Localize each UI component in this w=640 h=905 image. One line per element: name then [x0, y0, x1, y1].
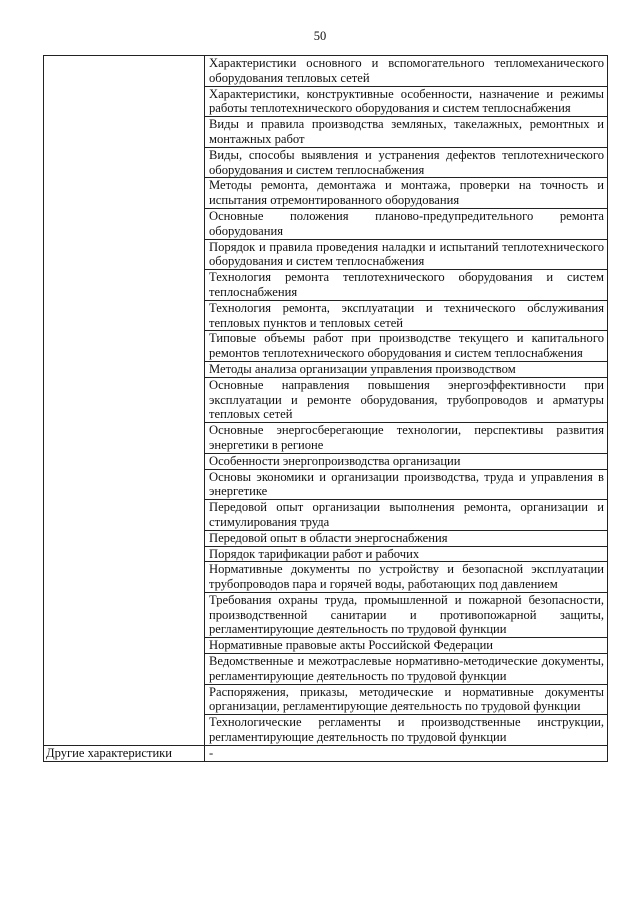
knowledge-item: Особенности энергопроизводства организации: [205, 453, 608, 469]
knowledge-item: Порядок тарификации работ и рабочих: [205, 546, 608, 562]
knowledge-item: Методы анализа организации управления производством: [205, 361, 608, 377]
other-characteristics-row: [44, 745, 608, 761]
knowledge-item: Характеристики основного и вспомогательного тепломеханического оборудования тепловых сетей: [205, 56, 608, 87]
knowledge-item: Нормативные документы по устройству и безопасной эксплуатации трубопроводов пара и горячей воды, работающих под давлением: [205, 562, 608, 593]
knowledge-item: Технология ремонта теплотехнического оборудования и систем теплоснабжения: [205, 270, 608, 301]
knowledge-item: Основные энергосберегающие технологии, перспективы развития энергетики в регионе: [205, 423, 608, 454]
page-number: 50: [313, 29, 327, 43]
knowledge-item: Ведомственные и межотраслевые нормативно-методические документы, регламентирующие деятельность по трудовой функции: [205, 654, 608, 685]
other-characteristics-label: Другие характеристики: [44, 745, 205, 761]
knowledge-item: Характеристики, конструктивные особенности, назначение и режимы работы теплотехнического оборудования и систем теплоснабжения: [205, 86, 608, 117]
knowledge-item: Методы ремонта, демонтажа и монтажа, проверки на точность и испытания отремонтированного оборудования: [205, 178, 608, 209]
knowledge-row: [44, 56, 608, 87]
knowledge-item: Основные положения планово-предупредительного ремонта оборудования: [205, 208, 608, 239]
knowledge-item: Виды и правила производства земляных, такелажных, ремонтных и монтажных работ: [205, 117, 608, 148]
knowledge-item: Виды, способы выявления и устранения дефектов теплотехнического оборудования и систем теплоснабжения: [205, 147, 608, 178]
knowledge-item: Требования охраны труда, промышленной и пожарной безопасности, производственной санитарии и противопожарной защиты, регламентирующие деятельность по трудовой функции: [205, 592, 608, 637]
other-characteristics-value: -: [205, 745, 608, 761]
knowledge-item: Передовой опыт организации выполнения ремонта, организации и стимулирования труда: [205, 500, 608, 531]
knowledge-item: Технология ремонта, эксплуатации и технического обслуживания тепловых пунктов и тепловых сетей: [205, 300, 608, 331]
knowledge-item: Распоряжения, приказы, методические и нормативные документы организации, регламентирующие деятельность по трудовой функции: [205, 684, 608, 715]
section-label-cell: [44, 56, 205, 746]
knowledge-item: Нормативные правовые акты Российской Федерации: [205, 638, 608, 654]
knowledge-item: Основные направления повышения энергоэффективности при эксплуатации и ремонте оборудования, трубопроводов и арматуры тепловых сетей: [205, 377, 608, 422]
knowledge-item: Порядок и правила проведения наладки и испытаний теплотехнического оборудования и систем теплоснабжения: [205, 239, 608, 270]
knowledge-item: Технологические регламенты и производственные инструкции, регламентирующие деятельность по трудовой функции: [205, 715, 608, 746]
requirements-table: [43, 55, 608, 762]
knowledge-item: Типовые объемы работ при производстве текущего и капитального ремонтов теплотехнического оборудования и систем теплоснабжения: [205, 331, 608, 362]
knowledge-item: Основы экономики и организации производства, труда и управления в энергетике: [205, 469, 608, 500]
requirements-table-body: [44, 56, 608, 746]
knowledge-item: Передовой опыт в области энергоснабжения: [205, 530, 608, 546]
